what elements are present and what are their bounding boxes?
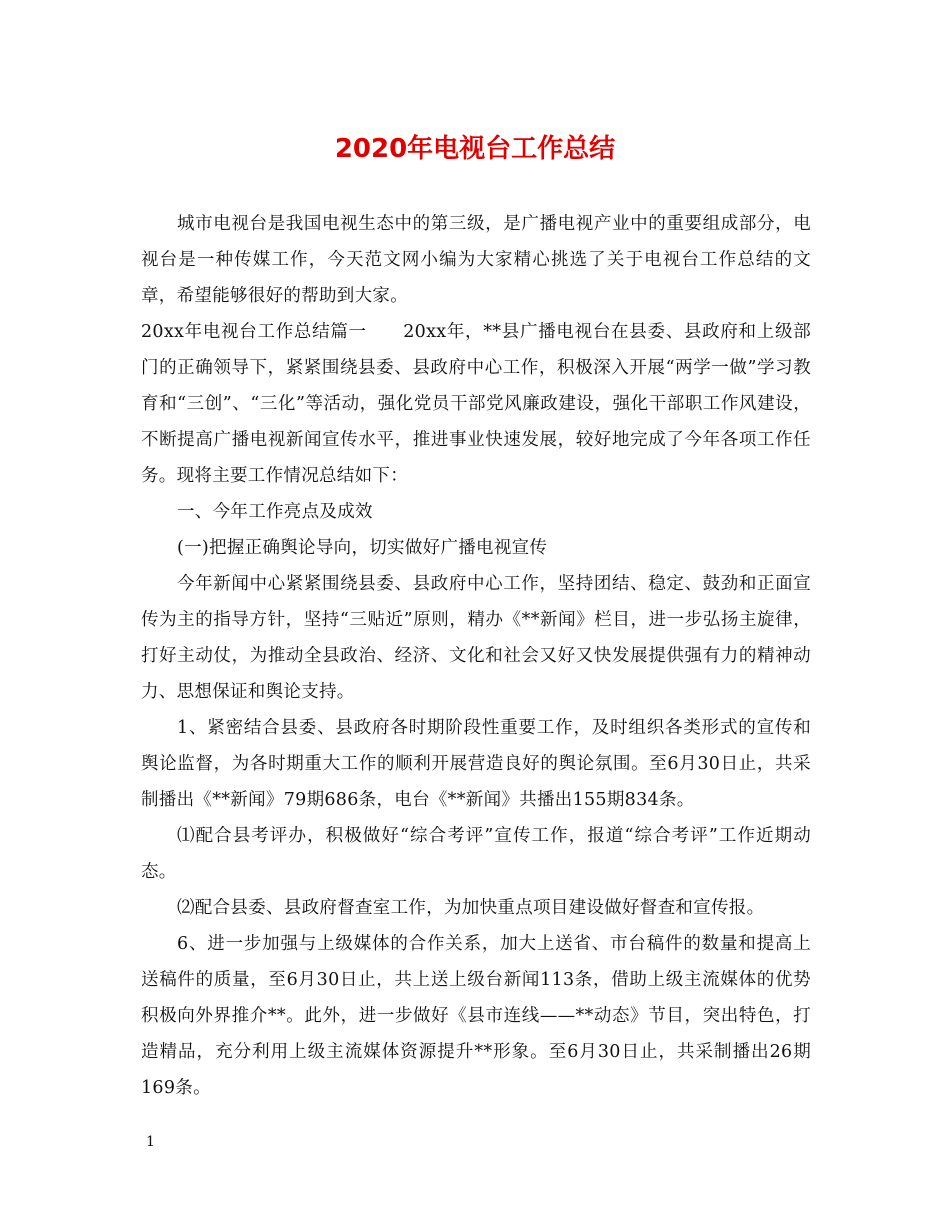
document-body (141, 206, 811, 1106)
sub-item-2-paragraph: ⑵配合县委、县政府督查室工作，为加快重点项目建设做好督查和宣传报。 (177, 898, 765, 918)
intro-paragraph: 城市电视台是我国电视生态中的第三级，是广播电视产业中的重要组成部分，电视台是一种传媒工作，今天范文网小编为大家精心挑选了关于电视台工作总结的文章，希望能够很好的帮助到大家。 (141, 214, 811, 306)
item-6-paragraph: 6、进一步加强与上级媒体的合作关系，加大上送省、市台稿件的数量和提高上送稿件的质量，至6月30日止，共上送上级台新闻113条，借助上级主流媒体的优势积极向外界推介**。此外，进一步做好《县市连线——**动态》节目，突出特色，打造精品，充分利用上级主流媒体资源提升**形象。至6月30日止，共采制播出26期169条。 (141, 934, 811, 1098)
summary-paragraph: 20xx年电视台工作总结篇一 20xx年，**县广播电视台在县委、县政府和上级部门的正确领导下，紧紧围绕县委、县政府中心工作，积极深入开展“两学一做”学习教育和“三创”、“三化”等活动，强化党员干部党风廉政建设，强化干部职工作风建设，不断提高广播电视新闻宣传水平，推进事业快速发展，较好地完成了今年各项工作任务。现将主要工作情况总结如下： (141, 322, 811, 486)
page-number: 1 (146, 1134, 155, 1150)
section-heading: 一、今年工作亮点及成效 (177, 502, 373, 522)
item-1-paragraph: 1、紧密结合县委、县政府各时期阶段性重要工作，及时组织各类形式的宣传和舆论监督，为各时期重大工作的顺利开展营造良好的舆论氛围。至6月30日止，共采制播出《**新闻》79期686条，电台《**新闻》共播出155期834条。 (141, 718, 811, 810)
sub-item-1-paragraph: ⑴配合县考评办，积极做好“综合考评”宣传工作，报道“综合考评”工作近期动态。 (141, 826, 811, 882)
news-center-paragraph: 今年新闻中心紧紧围绕县委、县政府中心工作，坚持团结、稳定、鼓劲和正面宣传为主的指导方针，坚持“三贴近”原则，精办《**新闻》栏目，进一步弘扬主旋律，打好主动仗，为推动全县政治、经济、文化和社会又好又快发展提供强有力的精神动力、思想保证和舆论支持。 (141, 574, 811, 702)
document-title: 2020年电视台工作总结 (334, 134, 616, 164)
subsection-heading: (一)把握正确舆论导向，切实做好广播电视宣传 (177, 538, 548, 558)
